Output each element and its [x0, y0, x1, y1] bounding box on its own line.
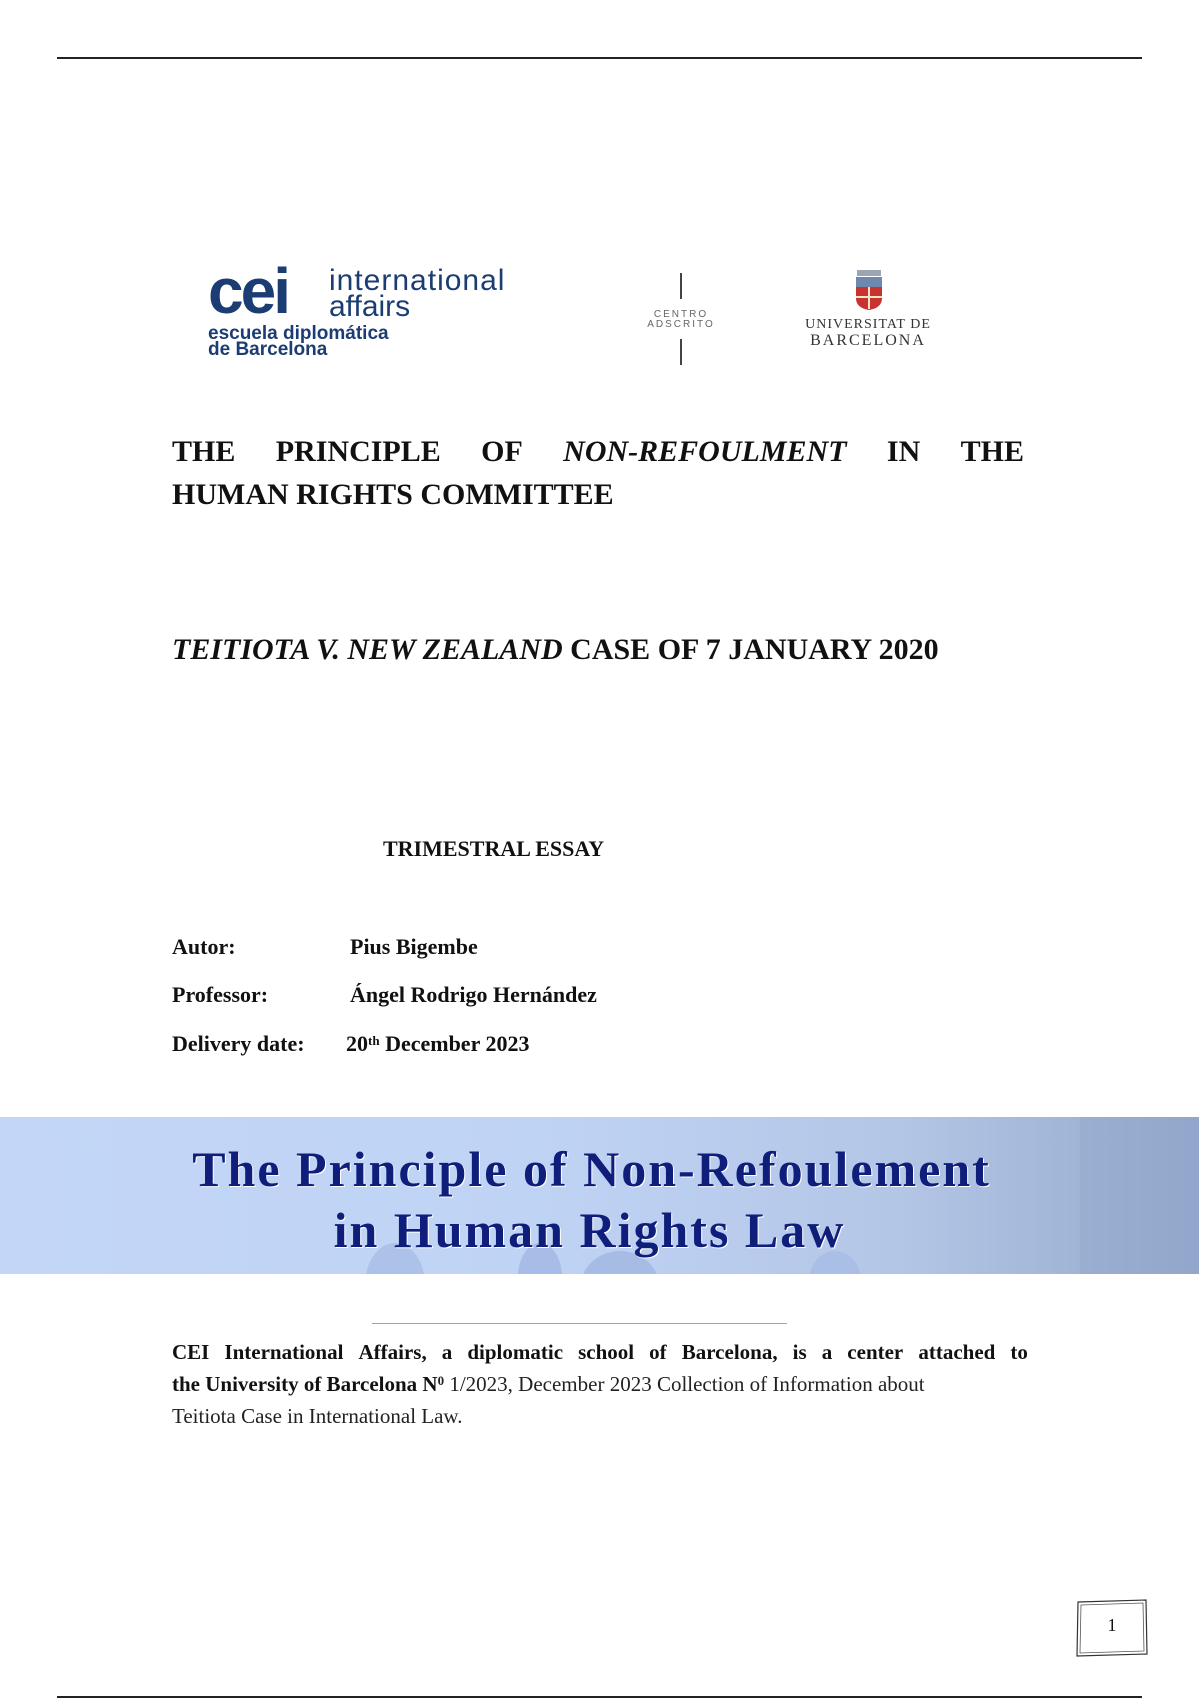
- title-word-italic: NON-REFOULMENT: [563, 435, 847, 468]
- centro-adscrito-mark: [640, 265, 722, 365]
- case-name: TEITIOTA V. NEW ZEALAND: [172, 633, 563, 666]
- professor-label: Professor:: [172, 982, 269, 1007]
- delivery-date-label: Delivery date:: [172, 1031, 305, 1056]
- author-value: Pius Bigembe: [350, 934, 478, 959]
- date-day: 20: [346, 1031, 368, 1056]
- note-word: is: [792, 1340, 807, 1364]
- page-number: 1: [1107, 1615, 1117, 1635]
- note-word: of: [649, 1340, 667, 1364]
- title-word: THE: [960, 435, 1024, 468]
- note-line2: [172, 1368, 1028, 1400]
- case-date: CASE OF 7 JANUARY 2020: [562, 633, 939, 666]
- cei-logo-affairs: affairs: [329, 290, 411, 323]
- essay-title-line2: HUMAN RIGHTS COMMITTEE: [172, 478, 614, 511]
- centro-divider-bottom: [680, 339, 682, 365]
- note-word: Affairs,: [358, 1340, 427, 1364]
- adscrito-label: ADSCRITO: [647, 319, 715, 330]
- essay-title: [172, 430, 1024, 516]
- cei-logo-mark: cei: [208, 255, 288, 327]
- note-word: diplomatic: [467, 1340, 564, 1364]
- essay-title-line1: [172, 430, 1024, 473]
- title-word: PRINCIPLE: [275, 435, 441, 468]
- banner-image: [0, 1117, 1199, 1274]
- header-rule: [57, 57, 1142, 59]
- title-word: OF: [481, 435, 523, 468]
- note-word: Barcelona,: [681, 1340, 778, 1364]
- note-word: center: [847, 1340, 904, 1364]
- footer-rule: [57, 1696, 1142, 1698]
- professor-value: Ángel Rodrigo Hernández: [350, 982, 597, 1007]
- note-word: attached: [918, 1340, 996, 1364]
- note-word: a: [441, 1340, 453, 1364]
- page-number-box: [1075, 1599, 1149, 1657]
- separator-line: [372, 1323, 787, 1324]
- ub-name-line2: BARCELONA: [810, 332, 926, 349]
- note-bold: the University of Barcelona N: [172, 1372, 438, 1396]
- institution-note: [172, 1336, 1028, 1432]
- centro-label: CENTRO: [653, 309, 709, 320]
- ub-name-line1: UNIVERSITAT DE: [805, 317, 931, 332]
- title-word: THE: [172, 435, 236, 468]
- delivery-date-value: [346, 1030, 529, 1058]
- note-rest: 1/2023, December 2023 Collection of Information about: [444, 1372, 925, 1396]
- date-suffix: th: [368, 1033, 380, 1048]
- title-word: IN: [886, 435, 921, 468]
- cei-logo-international: international: [329, 264, 506, 297]
- ub-shield-icon: [854, 270, 884, 310]
- note-line3: Teitiota Case in International Law.: [172, 1404, 463, 1428]
- author-label: Autor:: [172, 934, 236, 959]
- date-rest: December 2023: [379, 1031, 530, 1056]
- note-line1: [172, 1336, 1028, 1368]
- logo-row: [200, 255, 960, 375]
- note-word: CEI: [172, 1340, 210, 1364]
- cei-logo-escuela: escuela diplomática: [208, 323, 389, 344]
- note-word: school: [578, 1340, 635, 1364]
- centro-divider-top: [680, 273, 682, 299]
- banner-title-line2: in Human Rights Law: [333, 1202, 846, 1258]
- note-sup: 0: [437, 1373, 445, 1388]
- university-of-barcelona-logo: [798, 265, 938, 365]
- note-word: a: [821, 1340, 833, 1364]
- essay-type: TRIMESTRAL ESSAY: [383, 836, 605, 861]
- note-word: to: [1010, 1340, 1028, 1364]
- note-word: International: [224, 1340, 344, 1364]
- case-heading: [172, 630, 939, 670]
- banner-title-line1: The Principle of Non-Refoulement: [192, 1141, 991, 1197]
- cei-logo-barcelona: de Barcelona: [208, 339, 328, 360]
